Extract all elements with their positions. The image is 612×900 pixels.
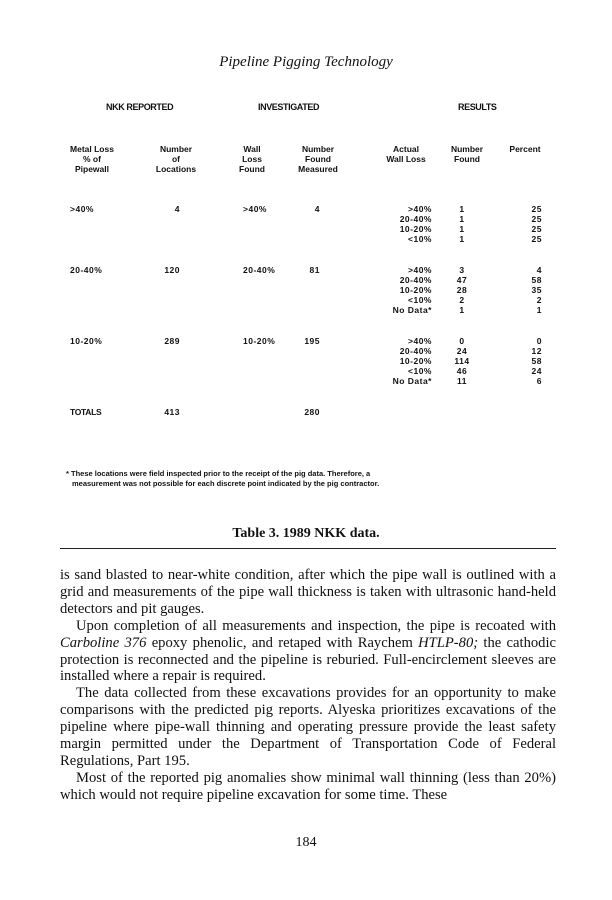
actual-value: >40%: [408, 336, 432, 346]
col-header-line: Found: [239, 164, 265, 174]
cell-metal-loss: 10-20%: [70, 336, 103, 346]
actual-value: <10%: [408, 366, 432, 376]
col-header-wall-loss: [232, 144, 272, 174]
col-header-line: Number: [450, 144, 484, 154]
col-header-line: Found: [454, 154, 480, 164]
percent-value: 6: [536, 376, 542, 386]
cell-wall-loss: 20-40%: [243, 265, 276, 275]
actual-value: 20-40%: [399, 275, 432, 285]
percent-value: 12: [531, 346, 542, 356]
cell-actual-list: [356, 265, 432, 315]
col-header-num-found-measured: [290, 144, 346, 174]
col-header-line: Measured: [298, 164, 338, 174]
found-value: 3: [459, 265, 465, 275]
percent-value: 4: [536, 265, 542, 275]
paragraph-text: the cathodic protection is reconnected and the pipeline is reburied. Full-encirclement sleeves are installed where a repair is required.: [60, 634, 556, 685]
cell-metal-loss: >40%: [70, 204, 94, 214]
group-header-nkk: NKK REPORTED: [106, 102, 174, 112]
actual-value: No Data*: [392, 305, 432, 315]
running-header: Pipeline Pigging Technology: [219, 54, 393, 70]
col-header-line: Wall Loss: [386, 154, 426, 164]
col-header-line: Found: [305, 154, 331, 164]
found-value: 1: [459, 224, 465, 234]
found-value: 114: [454, 356, 470, 366]
percent-value: 58: [531, 356, 542, 366]
paragraph-text: Upon completion of all measurements and inspection, the pipe is recoated with: [76, 617, 556, 634]
cell-actual-list: [356, 204, 432, 244]
cell-found-list: [447, 204, 477, 244]
col-header-line: Loss: [242, 154, 262, 164]
col-header-line: Number: [159, 144, 193, 154]
actual-value: No Data*: [392, 376, 432, 386]
found-value: 46: [456, 366, 468, 376]
paragraph: is sand blasted to near-white condition, after which the pipe wall is outlined with a grid and measurements of the pipe wall thickness is taken with ultrasonic hand-held detectors and pit gauges.: [60, 567, 556, 617]
cell-measured: 81: [309, 265, 320, 275]
paragraph: Most of the reported pig anomalies show minimal wall thinning (less than 20%) which would not require pipeline excavation for some time. These: [60, 769, 556, 803]
found-value: 24: [456, 346, 468, 356]
col-header-line: Number: [301, 144, 335, 154]
col-header-line: Wall: [243, 144, 261, 154]
paragraph-text: epoxy phenolic, and retaped with Raychem: [146, 634, 419, 651]
col-header-line: Actual: [393, 144, 419, 154]
body-text: [60, 567, 556, 804]
table-footnote: [66, 469, 556, 489]
percent-value: 0: [536, 336, 542, 346]
col-header-line: Metal Loss: [70, 144, 114, 154]
col-header-line: of: [171, 154, 181, 164]
found-value: 11: [457, 376, 467, 386]
actual-value: <10%: [408, 295, 432, 305]
col-header-line: Pipewall: [74, 164, 109, 174]
found-value: 1: [459, 234, 465, 244]
cell-actual-list: [356, 336, 432, 386]
percent-value: 1: [536, 305, 542, 315]
product-name: HTLP-80;: [418, 634, 479, 651]
paragraph: The data collected from these excavations provides for an opportunity to make comparisons with the predicted pig reports. Alyeska prioritizes excavations of the pipeline where pipe-wall thinning and operating pressure provide the least safety margin permitted under the Department of Transportation Code of Federal Regulations, Part 195.: [60, 685, 556, 769]
found-value: 1: [459, 214, 465, 224]
totals-locations: 413: [164, 407, 180, 417]
found-value: 28: [456, 285, 468, 295]
cell-found-list: [447, 336, 477, 386]
actual-value: >40%: [408, 265, 432, 275]
col-header-actual-wall-loss: [376, 144, 436, 164]
actual-value: 20-40%: [399, 214, 432, 224]
totals-measured: 280: [304, 407, 320, 417]
percent-value: 25: [531, 224, 542, 234]
found-value: 2: [459, 295, 465, 305]
found-value: 0: [459, 336, 465, 346]
caption-rule: [60, 548, 556, 549]
cell-measured: 195: [304, 336, 320, 346]
cell-locations: 120: [164, 265, 180, 275]
footnote-line: measurement was not possible for each discrete point indicated by the pig contractor.: [72, 479, 380, 488]
col-header-line: % of: [83, 154, 101, 164]
actual-value: 20-40%: [399, 346, 432, 356]
percent-value: 2: [536, 295, 542, 305]
found-value: 1: [459, 305, 465, 315]
found-value: 47: [456, 275, 468, 285]
table-caption: Table 3. 1989 NKK data.: [232, 526, 380, 541]
totals-label: TOTALS: [70, 407, 102, 417]
footnote-line: * These locations were field inspected prior to the receipt of the pig data. Therefore, a: [66, 469, 371, 478]
cell-locations: 289: [164, 336, 180, 346]
cell-locations: 4: [174, 204, 180, 214]
actual-value: <10%: [408, 234, 432, 244]
page-number: 184: [295, 835, 317, 850]
product-name: Carboline 376: [60, 634, 147, 651]
col-header-metal-loss: [62, 144, 122, 174]
col-header-percent: Percent: [509, 144, 541, 154]
percent-value: 58: [531, 275, 542, 285]
percent-value: 35: [531, 285, 542, 295]
cell-measured: 4: [314, 204, 320, 214]
found-value: 1: [459, 204, 465, 214]
actual-value: 10-20%: [399, 285, 432, 295]
cell-wall-loss: 10-20%: [243, 336, 276, 346]
percent-value: 24: [531, 366, 542, 376]
actual-value: 10-20%: [399, 356, 432, 366]
percent-value: 25: [531, 204, 542, 214]
cell-found-list: [447, 265, 477, 315]
actual-value: >40%: [408, 204, 432, 214]
group-header-investigated: INVESTIGATED: [258, 102, 320, 112]
col-header-line: Locations: [155, 164, 197, 174]
col-header-num-locations: [146, 144, 206, 174]
cell-percent-list: [510, 336, 542, 386]
percent-value: 25: [531, 214, 542, 224]
cell-percent-list: [510, 204, 542, 244]
cell-metal-loss: 20-40%: [70, 265, 103, 275]
cell-percent-list: [510, 265, 542, 315]
group-header-results: RESULTS: [458, 102, 497, 112]
cell-wall-loss: >40%: [243, 204, 267, 214]
paragraph: [60, 618, 556, 686]
actual-value: 10-20%: [399, 224, 432, 234]
col-header-number-found: [442, 144, 492, 164]
percent-value: 25: [531, 234, 542, 244]
